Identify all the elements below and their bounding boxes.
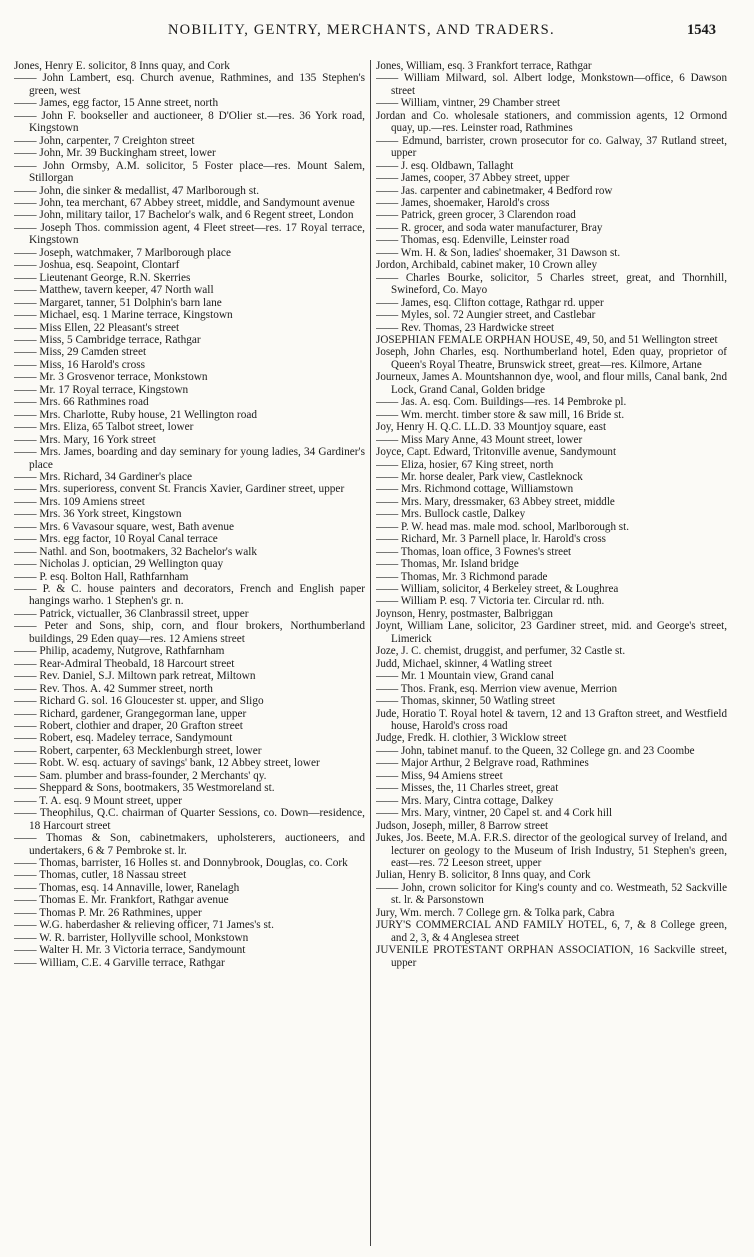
- directory-entry: —— James, cooper, 37 Abbey street, upper: [376, 172, 570, 185]
- directory-entry: —— T. A. esq. 9 Mount street, upper: [14, 794, 183, 807]
- directory-entry: —— Mr. 17 Royal terrace, Kingstown: [14, 383, 189, 396]
- directory-entry: —— Mrs. Mary, 16 York street: [14, 433, 156, 446]
- page-header: [0, 22, 754, 48]
- directory-entry: Joseph, John Charles, esq. Northumberland hotel, Eden quay, proprietor of Queen's Royal Theatre, Brunswick street, great—res. Kilmore, Artane: [376, 346, 727, 371]
- directory-entry: —— Mrs. 6 Vavasour square, west, Bath avenue: [14, 520, 235, 533]
- directory-entry: Jordan and Co. wholesale stationers, and commission agents, 12 Ormond quay, up.—res. Leinster road, Rathmines: [376, 109, 727, 135]
- directory-entry: —— Peter and Sons, ship, corn, and flour brokers, Northumberland buildings, 29 Eden quay—res. 12 Amiens street: [14, 620, 365, 645]
- directory-entry: —— Myles, sol. 72 Aungier street, and Castlebar: [376, 309, 596, 322]
- directory-entry: Judson, Joseph, miller, 8 Barrow street: [376, 819, 549, 832]
- directory-entry: Jury, Wm. merch. 7 College grn. & Tolka park, Cabra: [376, 906, 615, 919]
- directory-entry: —— Miss, 29 Camden street: [14, 346, 147, 359]
- directory-entry: —— Wm. mercht. timber store & saw mill, 16 Bride st.: [376, 408, 625, 421]
- directory-entry: —— Robert, carpenter, 63 Mecklenburgh street, lower: [14, 744, 262, 757]
- directory-entry: —— John Ormsby, A.M. solicitor, 5 Foster place—res. Mount Salem, Stillorgan: [14, 159, 365, 185]
- directory-entry: —— Nicholas J. optician, 29 Wellington quay: [14, 558, 224, 571]
- directory-entry: —— Rev. Thos. A. 42 Summer street, north: [14, 682, 213, 695]
- directory-entry: —— Mrs. Richard, 34 Gardiner's place: [14, 470, 193, 483]
- directory-entry: —— Mr. horse dealer, Park view, Castleknock: [376, 470, 583, 483]
- directory-entry: —— Mrs. Mary, vintner, 20 Capel st. and 4 Cork hill: [376, 807, 613, 820]
- directory-entry: —— W.G. haberdasher & relieving officer, 71 James's st.: [14, 919, 274, 932]
- directory-entry: —— James, shoemaker, Harold's cross: [376, 196, 550, 209]
- directory-entry: —— Rev. Daniel, S.J. Miltown park retreat, Miltown: [14, 670, 256, 683]
- directory-entry: —— Richard G. sol. 16 Gloucester st. upper, and Sligo: [14, 695, 264, 708]
- directory-entry: Jones, William, esq. 3 Frankfort terrace, Rathgar: [376, 60, 592, 72]
- directory-entry: —— J. esq. Oldbawn, Tallaght: [376, 159, 514, 172]
- directory-entry: —— Thomas, esq. 14 Annaville, lower, Ranelagh: [14, 881, 240, 894]
- directory-entry: —— John, tabinet manuf. to the Queen, 32 College gn. and 23 Coombe: [376, 744, 695, 757]
- directory-columns: [14, 60, 730, 1250]
- directory-entry: —— Mrs. egg factor, 10 Royal Canal terrace: [14, 533, 218, 546]
- directory-entry: —— R. grocer, and soda water manufacturer, Bray: [376, 221, 603, 234]
- directory-entry: —— P. W. head mas. male mod. school, Marlborough st.: [376, 520, 629, 533]
- directory-entry: Julian, Henry B. solicitor, 8 Inns quay, and Cork: [376, 869, 591, 882]
- directory-entry: —— John, carpenter, 7 Creighton street: [14, 134, 195, 147]
- directory-entry: —— Thomas, Mr. 3 Richmond parade: [376, 570, 548, 583]
- directory-entry: —— Rear-Admiral Theobald, 18 Harcourt street: [14, 657, 235, 670]
- directory-entry: —— Miss, 94 Amiens street: [376, 769, 503, 782]
- directory-entry: —— Thomas & Son, cabinetmakers, upholsterers, auctioneers, and undertakers, 6 & 7 Pembroke st. lr.: [14, 832, 365, 857]
- directory-entry: —— Thomas, barrister, 16 Holles st. and Donnybrook, Douglas, co. Cork: [14, 857, 348, 869]
- directory-entry: —— Matthew, tavern keeper, 47 North wall: [14, 284, 214, 297]
- directory-entry: —— Margaret, tanner, 51 Dolphin's barn lane: [14, 296, 222, 309]
- directory-entry: —— Edmund, barrister, crown prosecutor for co. Galway, 37 Rutland street, upper: [376, 134, 727, 160]
- directory-entry: —— Richard, gardener, Grangegorman lane, upper: [14, 707, 247, 720]
- directory-entry: —— Mrs. Mary, Cintra cottage, Dalkey: [376, 794, 554, 807]
- directory-entry: —— Patrick, victualler, 36 Clanbrassil street, upper: [14, 607, 249, 620]
- directory-entry: JUVENILE PROTESTANT ORPHAN ASSOCIATION, 16 Sackville street, upper: [376, 944, 727, 969]
- directory-entry: —— John, die sinker & medallist, 47 Marlborough st.: [14, 184, 260, 197]
- directory-entry: Joynt, William Lane, solicitor, 23 Gardiner street, mid. and George's street, Limerick: [376, 620, 727, 645]
- directory-entry: —— Jas. A. esq. Com. Buildings—res. 14 Pembroke pl.: [376, 396, 627, 409]
- directory-entry: JOSEPHIAN FEMALE ORPHAN HOUSE, 49, 50, and 51 Wellington street: [376, 333, 718, 346]
- right-column: [376, 60, 727, 1248]
- directory-entry: Jukes, Jos. Beete, M.A. F.R.S. director of the geological survey of Ireland, and lecturer on geology to the Museum of Irish Industry, 51 Stephen's green, east—res. 72 Leeson street, upper: [376, 832, 727, 869]
- directory-entry: —— Thos. Frank, esq. Merrion view avenue, Merrion: [376, 682, 618, 695]
- directory-entry: —— W. R. barrister, Hollyville school, Monkstown: [14, 931, 249, 944]
- directory-entry: —— Thomas, Mr. Island bridge: [376, 558, 519, 571]
- directory-entry: —— Mrs. 36 York street, Kingstown: [14, 508, 182, 521]
- directory-entry: —— William Milward, sol. Albert lodge, Monkstown—office, 6 Dawson street: [376, 72, 727, 97]
- directory-entry: —— Philip, academy, Nutgrove, Rathfarnham: [14, 645, 225, 658]
- directory-entry: —— Major Arthur, 2 Belgrave road, Rathmines: [376, 757, 589, 770]
- directory-entry: —— Jas. carpenter and cabinetmaker, 4 Bedford row: [376, 184, 613, 197]
- directory-entry: —— Sam. plumber and brass-founder, 2 Merchants' qy.: [14, 769, 267, 782]
- directory-entry: Jordon, Archibald, cabinet maker, 10 Crown alley: [376, 259, 598, 272]
- column-divider: [370, 60, 371, 1246]
- directory-entry: —— Theophilus, Q.C. chairman of Quarter Sessions, co. Down—residence, 18 Harcourt street: [14, 807, 365, 832]
- directory-entry: Jude, Horatio T. Royal hotel & tavern, 12 and 13 Grafton street, and Westfield house, Harold's cross road: [376, 707, 727, 733]
- directory-entry: —— Lieutenant George, R.N. Skerries: [14, 271, 191, 284]
- directory-entry: —— Patrick, green grocer, 3 Clarendon road: [376, 209, 576, 222]
- directory-entry: —— John, crown solicitor for King's county and co. Westmeath, 52 Sackville st. lr. & Parsonstown: [376, 881, 727, 907]
- directory-entry: —— Thomas, esq. Edenville, Leinster road: [376, 234, 570, 247]
- directory-entry: —— Joseph, watchmaker, 7 Marlborough place: [14, 246, 231, 259]
- directory-entry: —— Mrs. superioress, convent St. Francis Xavier, Gardiner street, upper: [14, 483, 345, 496]
- directory-entry: —— Robert, esq. Madeley terrace, Sandymount: [14, 732, 233, 745]
- directory-entry: —— Thomas P. Mr. 26 Rathmines, upper: [14, 906, 202, 919]
- directory-entry: —— P. & C. house painters and decorators, French and English paper hangings warho. 1 Stephen's gr. n.: [14, 583, 365, 608]
- left-column: [14, 60, 365, 1248]
- directory-entry: —— Mrs. Richmond cottage, Williamstown: [376, 483, 574, 496]
- directory-entry: —— Eliza, hosier, 67 King street, north: [376, 458, 554, 471]
- directory-entry: Joy, Henry H. Q.C. LL.D. 33 Mountjoy square, east: [376, 421, 607, 434]
- directory-entry: —— Thomas, skinner, 50 Watling street: [376, 695, 556, 708]
- directory-entry: —— Joseph Thos. commission agent, 4 Fleet street—res. 17 Royal terrace, Kingstown: [14, 221, 365, 247]
- directory-entry: —— Robt. W. esq. actuary of savings' bank, 12 Abbey street, lower: [14, 757, 320, 770]
- directory-entry: JURY'S COMMERCIAL AND FAMILY HOTEL, 6, 7, & 8 College green, and 2, 3, & 4 Anglesea street: [376, 919, 727, 944]
- directory-entry: —— Thomas, cutler, 18 Nassau street: [14, 869, 187, 882]
- directory-entry: —— John F. bookseller and auctioneer, 8 D'Olier st.—res. 36 York road, Kingstown: [14, 109, 365, 135]
- directory-entry: —— James, egg factor, 15 Anne street, north: [14, 97, 219, 110]
- directory-entry: Joynson, Henry, postmaster, Balbriggan: [376, 607, 553, 620]
- directory-entry: —— Nathl. and Son, bootmakers, 32 Bachelor's walk: [14, 545, 257, 558]
- directory-entry: —— Wm. H. & Son, ladies' shoemaker, 31 Dawson st.: [376, 246, 621, 259]
- directory-entry: Judge, Fredk. H. clothier, 3 Wicklow street: [376, 732, 567, 745]
- directory-entry: —— Robert, clothier and draper, 20 Grafton street: [14, 720, 243, 733]
- directory-entry: —— Miss Mary Anne, 43 Mount street, lower: [376, 433, 583, 446]
- directory-entry: —— Mrs. James, boarding and day seminary for young ladies, 34 Gardiner's place: [14, 446, 365, 471]
- directory-entry: —— Michael, esq. 1 Marine terrace, Kingstown: [14, 309, 233, 322]
- directory-entry: —— Sheppard & Sons, bootmakers, 35 Westmoreland st.: [14, 782, 275, 795]
- directory-entry: —— Mrs. Eliza, 65 Talbot street, lower: [14, 421, 194, 434]
- directory-entry: —— Mrs. 66 Rathmines road: [14, 396, 149, 409]
- directory-entry: —— Mrs. Charlotte, Ruby house, 21 Wellington road: [14, 408, 257, 421]
- directory-entry: —— Mrs. Mary, dressmaker, 63 Abbey street, middle: [376, 495, 615, 508]
- directory-entry: —— Miss Ellen, 22 Pleasant's street: [14, 321, 180, 334]
- directory-entry: —— Joshua, esq. Seapoint, Clontarf: [14, 259, 180, 272]
- directory-entry: —— William P. esq. 7 Victoria ter. Circular rd. nth.: [376, 595, 605, 608]
- directory-entry: —— Mrs. Bullock castle, Dalkey: [376, 508, 526, 521]
- directory-entry: —— John, Mr. 39 Buckingham street, lower: [14, 147, 216, 160]
- directory-entry: —— Rev. Thomas, 23 Hardwicke street: [376, 321, 555, 334]
- page-number: 1543: [687, 22, 716, 38]
- directory-entry: —— John, military tailor, 17 Bachelor's walk, and 6 Regent street, London: [14, 209, 354, 222]
- directory-entry: —— Mr. 1 Mountain view, Grand canal: [376, 670, 554, 683]
- directory-entry: —— William, solicitor, 4 Berkeley street, & Loughrea: [376, 583, 619, 596]
- directory-entry: —— Richard, Mr. 3 Parnell place, lr. Harold's cross: [376, 533, 606, 546]
- directory-entry: —— Misses, the, 11 Charles street, great: [376, 782, 559, 795]
- directory-entry: —— Miss, 5 Cambridge terrace, Rathgar: [14, 333, 201, 346]
- directory-entry: Journeux, James A. Mountshannon dye, wool, and flour mills, Canal bank, 2nd Lock, Grand Canal, Golden bridge: [376, 371, 727, 396]
- directory-entry: Judd, Michael, skinner, 4 Watling street: [376, 657, 552, 670]
- directory-entry: —— John, tea merchant, 67 Abbey street, middle, and Sandymount avenue: [14, 196, 355, 209]
- directory-entry: —— Thomas, loan office, 3 Fownes's street: [376, 545, 572, 558]
- running-title: NOBILITY, GENTRY, MERCHANTS, AND TRADERS.: [168, 22, 555, 38]
- directory-entry: Jones, Henry E. solicitor, 8 Inns quay, and Cork: [14, 60, 230, 72]
- directory-entry: —— James, esq. Clifton cottage, Rathgar rd. upper: [376, 296, 604, 309]
- directory-entry: —— Miss, 16 Harold's cross: [14, 358, 146, 371]
- directory-entry: —— Walter H. Mr. 3 Victoria terrace, Sandymount: [14, 944, 246, 957]
- directory-entry: Joze, J. C. chemist, druggist, and perfumer, 32 Castle st.: [376, 645, 626, 658]
- directory-entry: —— P. esq. Bolton Hall, Rathfarnham: [14, 570, 189, 583]
- directory-entry: —— Mr. 3 Grosvenor terrace, Monkstown: [14, 371, 208, 384]
- directory-entry: —— William, C.E. 4 Garville terrace, Rathgar: [14, 956, 225, 969]
- directory-entry: —— William, vintner, 29 Chamber street: [376, 97, 561, 110]
- directory-entry: —— John Lambert, esq. Church avenue, Rathmines, and 135 Stephen's green, west: [14, 72, 365, 97]
- directory-entry: —— Mrs. 109 Amiens street: [14, 495, 145, 508]
- directory-entry: Joyce, Capt. Edward, Tritonville avenue, Sandymount: [376, 446, 617, 459]
- directory-entry: —— Charles Bourke, solicitor, 5 Charles street, great, and Thornhill, Swineford, Co. Mayo: [376, 271, 727, 297]
- directory-entry: —— Thomas E. Mr. Frankfort, Rathgar avenue: [14, 894, 229, 907]
